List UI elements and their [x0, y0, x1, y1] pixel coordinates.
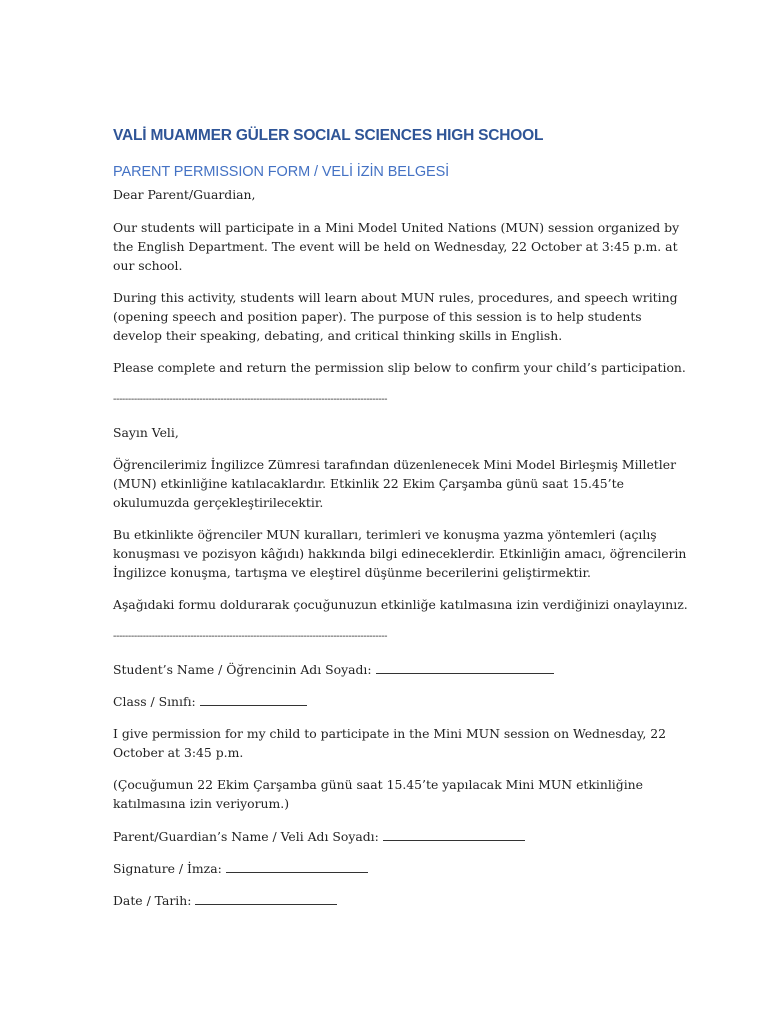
parent-name-label: Parent/Guardian’s Name / Veli Adı Soyadı: — [113, 829, 379, 844]
date-label: Date / Tarih: — [113, 893, 192, 908]
paragraph-line: Bu etkinlikte öğrenciler MUN kuralları, terimleri ve konuşma yazma yöntemleri (açılış — [113, 527, 657, 542]
turkish-paragraph-3: Aşağıdaki formu doldurarak çocuğunuzun etkinliğe katılmasına izin verdiğinizi onaylayınız. — [113, 597, 688, 612]
parent-name-field — [113, 827, 525, 846]
paragraph-line: our school. — [113, 258, 183, 273]
paragraph-line: İngilizce konuşma, tartışma ve eleştirel düşünme becerilerini geliştirmektir. — [113, 565, 591, 580]
student-name-blank[interactable] — [376, 660, 554, 674]
paragraph-line: okulumuzda gerçekleştirilecektir. — [113, 495, 324, 510]
class-field — [113, 692, 307, 711]
turkish-greeting: Sayın Veli, — [113, 425, 179, 440]
signature-label: Signature / İmza: — [113, 861, 222, 876]
form-title: PARENT PERMISSION FORM / VELİ İZİN BELGESİ — [113, 164, 450, 180]
paragraph-line: (Çocuğumun 22 Ekim Çarşamba günü saat 15.45’te yapılacak Mini MUN etkinliğine — [113, 777, 643, 792]
paragraph-line: I give permission for my child to participate in the Mini MUN session on Wednesday, 22 — [113, 726, 666, 741]
paragraph-line: konuşması ve pozisyon kâğıdı) hakkında bilgi edineceklerdir. Etkinliğin amacı, öğrencilerin — [113, 546, 687, 561]
paragraph-line: Öğrencilerimiz İngilizce Zümresi tarafından düzenlenecek Mini Model Birleşmiş Milletler — [113, 457, 677, 472]
paragraph-line: (MUN) etkinliğine katılacaklardır. Etkinlik 22 Ekim Çarşamba günü saat 15.45’te — [113, 476, 624, 491]
separator-line: -------------------------------------------------------------------------------------------- — [113, 394, 388, 405]
paragraph-line: katılmasına izin veriyorum.) — [113, 796, 290, 811]
english-greeting: Dear Parent/Guardian, — [113, 187, 256, 202]
paragraph-line: Our students will participate in a Mini Model United Nations (MUN) session organized by — [113, 220, 680, 235]
english-paragraph-3: Please complete and return the permission slip below to confirm your child’s participation. — [113, 360, 686, 375]
student-name-label: Student’s Name / Öğrencinin Adı Soyadı: — [113, 662, 372, 677]
parent-name-blank[interactable] — [383, 827, 525, 841]
paragraph-line: the English Department. The event will be held on Wednesday, 22 October at 3:45 p.m. at — [113, 239, 678, 254]
date-blank[interactable] — [195, 891, 337, 905]
class-blank[interactable] — [200, 692, 307, 706]
school-title: VALİ MUAMMER GÜLER SOCIAL SCIENCES HIGH SCHOOL — [113, 127, 544, 144]
paragraph-line: October at 3:45 p.m. — [113, 745, 244, 760]
separator-line: -------------------------------------------------------------------------------------------- — [113, 631, 388, 642]
paragraph-line: develop their speaking, debating, and critical thinking skills in English. — [113, 328, 563, 343]
signature-field — [113, 859, 368, 878]
paragraph-line: During this activity, students will learn about MUN rules, procedures, and speech writing — [113, 290, 678, 305]
signature-blank[interactable] — [226, 859, 368, 873]
student-name-field — [113, 660, 554, 679]
paragraph-line: (opening speech and position paper). The purpose of this session is to help students — [113, 309, 642, 324]
date-field — [113, 891, 337, 910]
class-label: Class / Sınıfı: — [113, 694, 196, 709]
